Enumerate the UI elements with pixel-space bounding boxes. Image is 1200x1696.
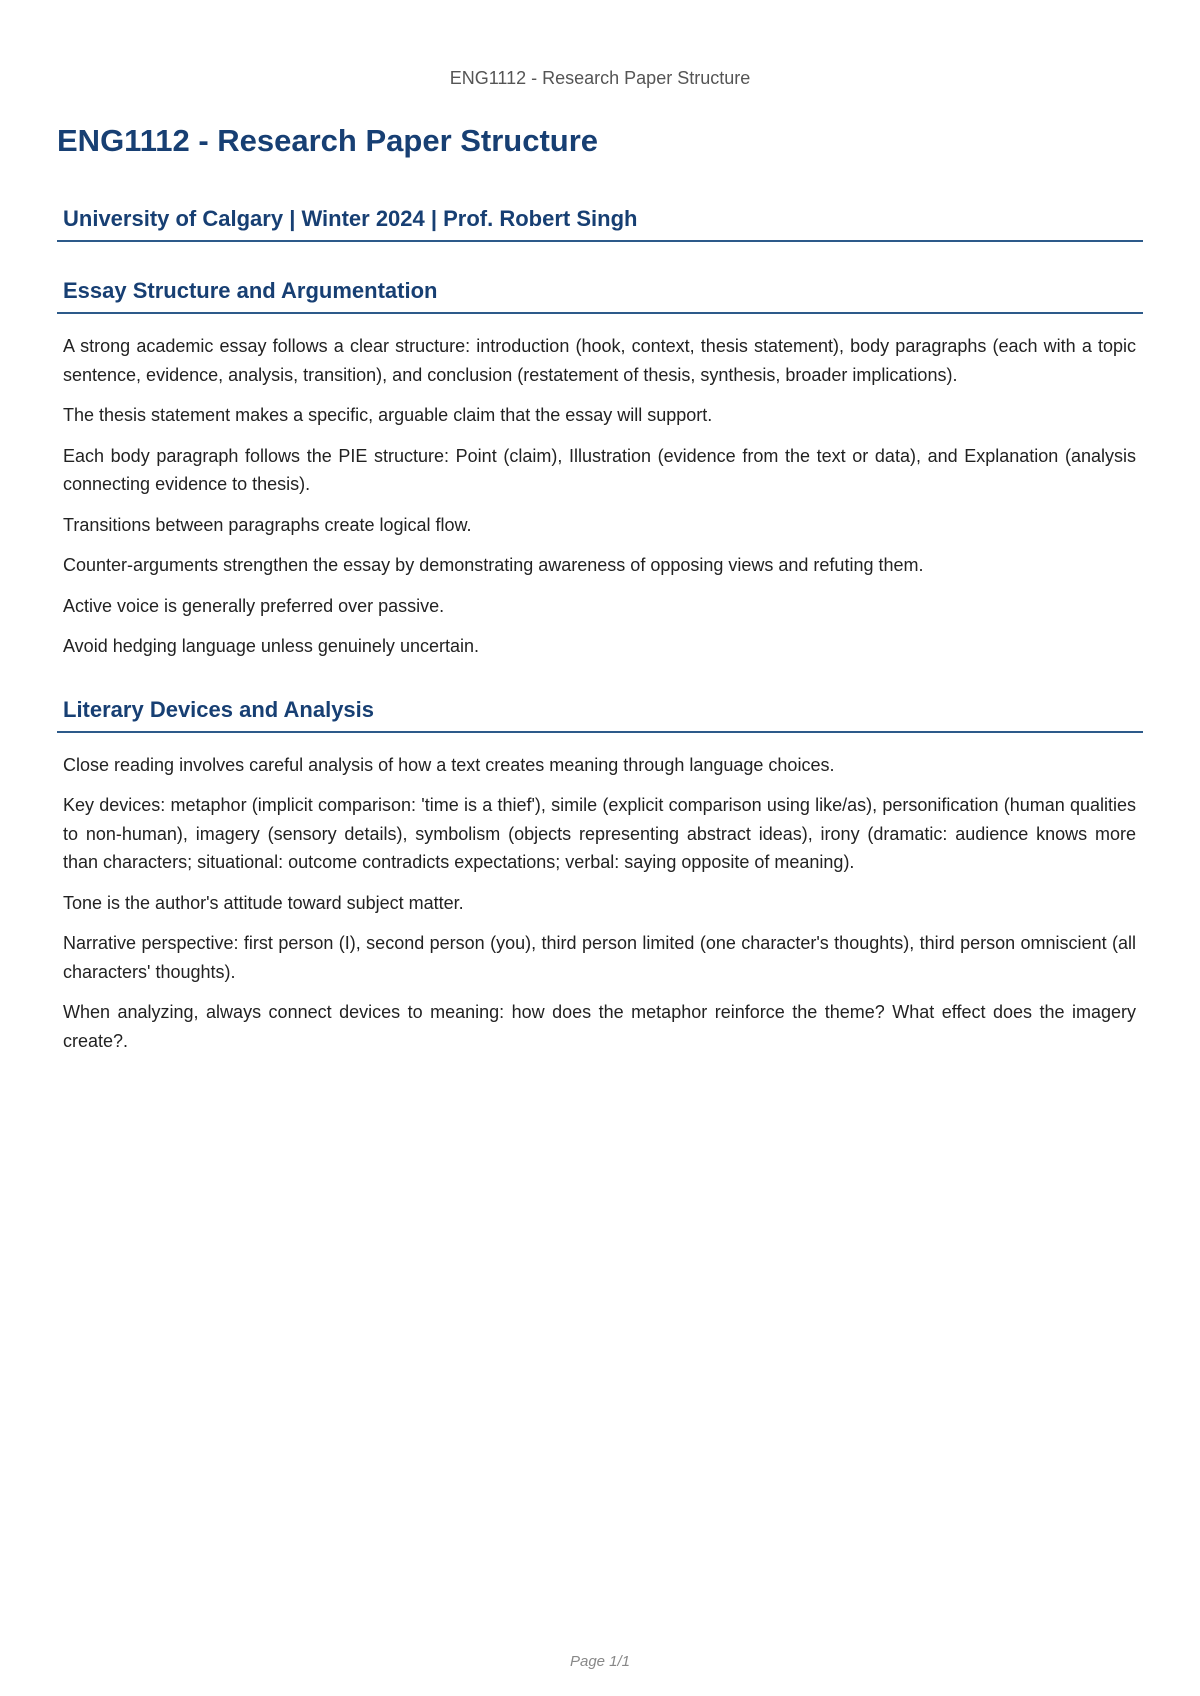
section-heading: Essay Structure and Argumentation <box>63 278 438 303</box>
paragraph: A strong academic essay follows a clear structure: introduction (hook, context, thesis statement), body paragraphs (each with a topic sentence, evidence, analysis, transition), and conclusion (restatement of thesis, synthesis, broader implications). <box>63 336 1136 385</box>
section-content <box>63 751 1136 1056</box>
section-essay-structure <box>57 276 1143 661</box>
paragraph: Narrative perspective: first person (I), second person (you), third person limited (one character's thoughts), third person omniscient (all characters' thoughts). <box>63 933 1136 982</box>
section-divider <box>57 731 1143 733</box>
paragraph: Counter-arguments strengthen the essay by demonstrating awareness of opposing views and refuting them. <box>63 555 924 575</box>
paragraph: Close reading involves careful analysis of how a text creates meaning through language choices. <box>63 754 835 775</box>
paragraph: Avoid hedging language unless genuinely uncertain. <box>63 636 479 656</box>
paragraph: Active voice is generally preferred over passive. <box>63 595 445 616</box>
document-title: ENG1112 - Research Paper Structure <box>57 123 599 158</box>
page-number: Page 1/1 <box>569 1653 631 1670</box>
paragraph: Transitions between paragraphs create logical flow. <box>63 514 472 535</box>
paragraph: Key devices: metaphor (implicit comparison: 'time is a thief'), simile (explicit comparison using like/as), personification (human qualities to non-human), imagery (sensory details), symbolism (objects representing abstract ideas), irony (dramatic: audience knows more than characters; situational: outcome contradicts expectations; verbal: saying opposite of meaning). <box>63 795 1136 872</box>
subtitle-divider <box>57 240 1143 242</box>
document-body <box>57 120 1143 1067</box>
paragraph: When analyzing, always connect devices to meaning: how does the metaphor reinforce the theme? What effect does the imagery create?. <box>63 1002 1136 1051</box>
section-divider <box>57 312 1143 314</box>
document-subtitle: University of Calgary | Winter 2024 | Prof. Robert Singh <box>63 206 638 231</box>
section-heading: Literary Devices and Analysis <box>63 696 375 722</box>
paragraph: The thesis statement makes a specific, arguable claim that the essay will support. <box>63 405 713 425</box>
section-content <box>63 332 1136 661</box>
paragraph: Tone is the author's attitude toward subject matter. <box>63 892 464 913</box>
running-header: ENG1112 - Research Paper Structure <box>449 68 751 88</box>
paragraph: Each body paragraph follows the PIE structure: Point (claim), Illustration (evidence from the text or data), and Explanation (analysis connecting evidence to thesis). <box>63 445 1136 494</box>
section-literary-devices <box>57 695 1143 1056</box>
